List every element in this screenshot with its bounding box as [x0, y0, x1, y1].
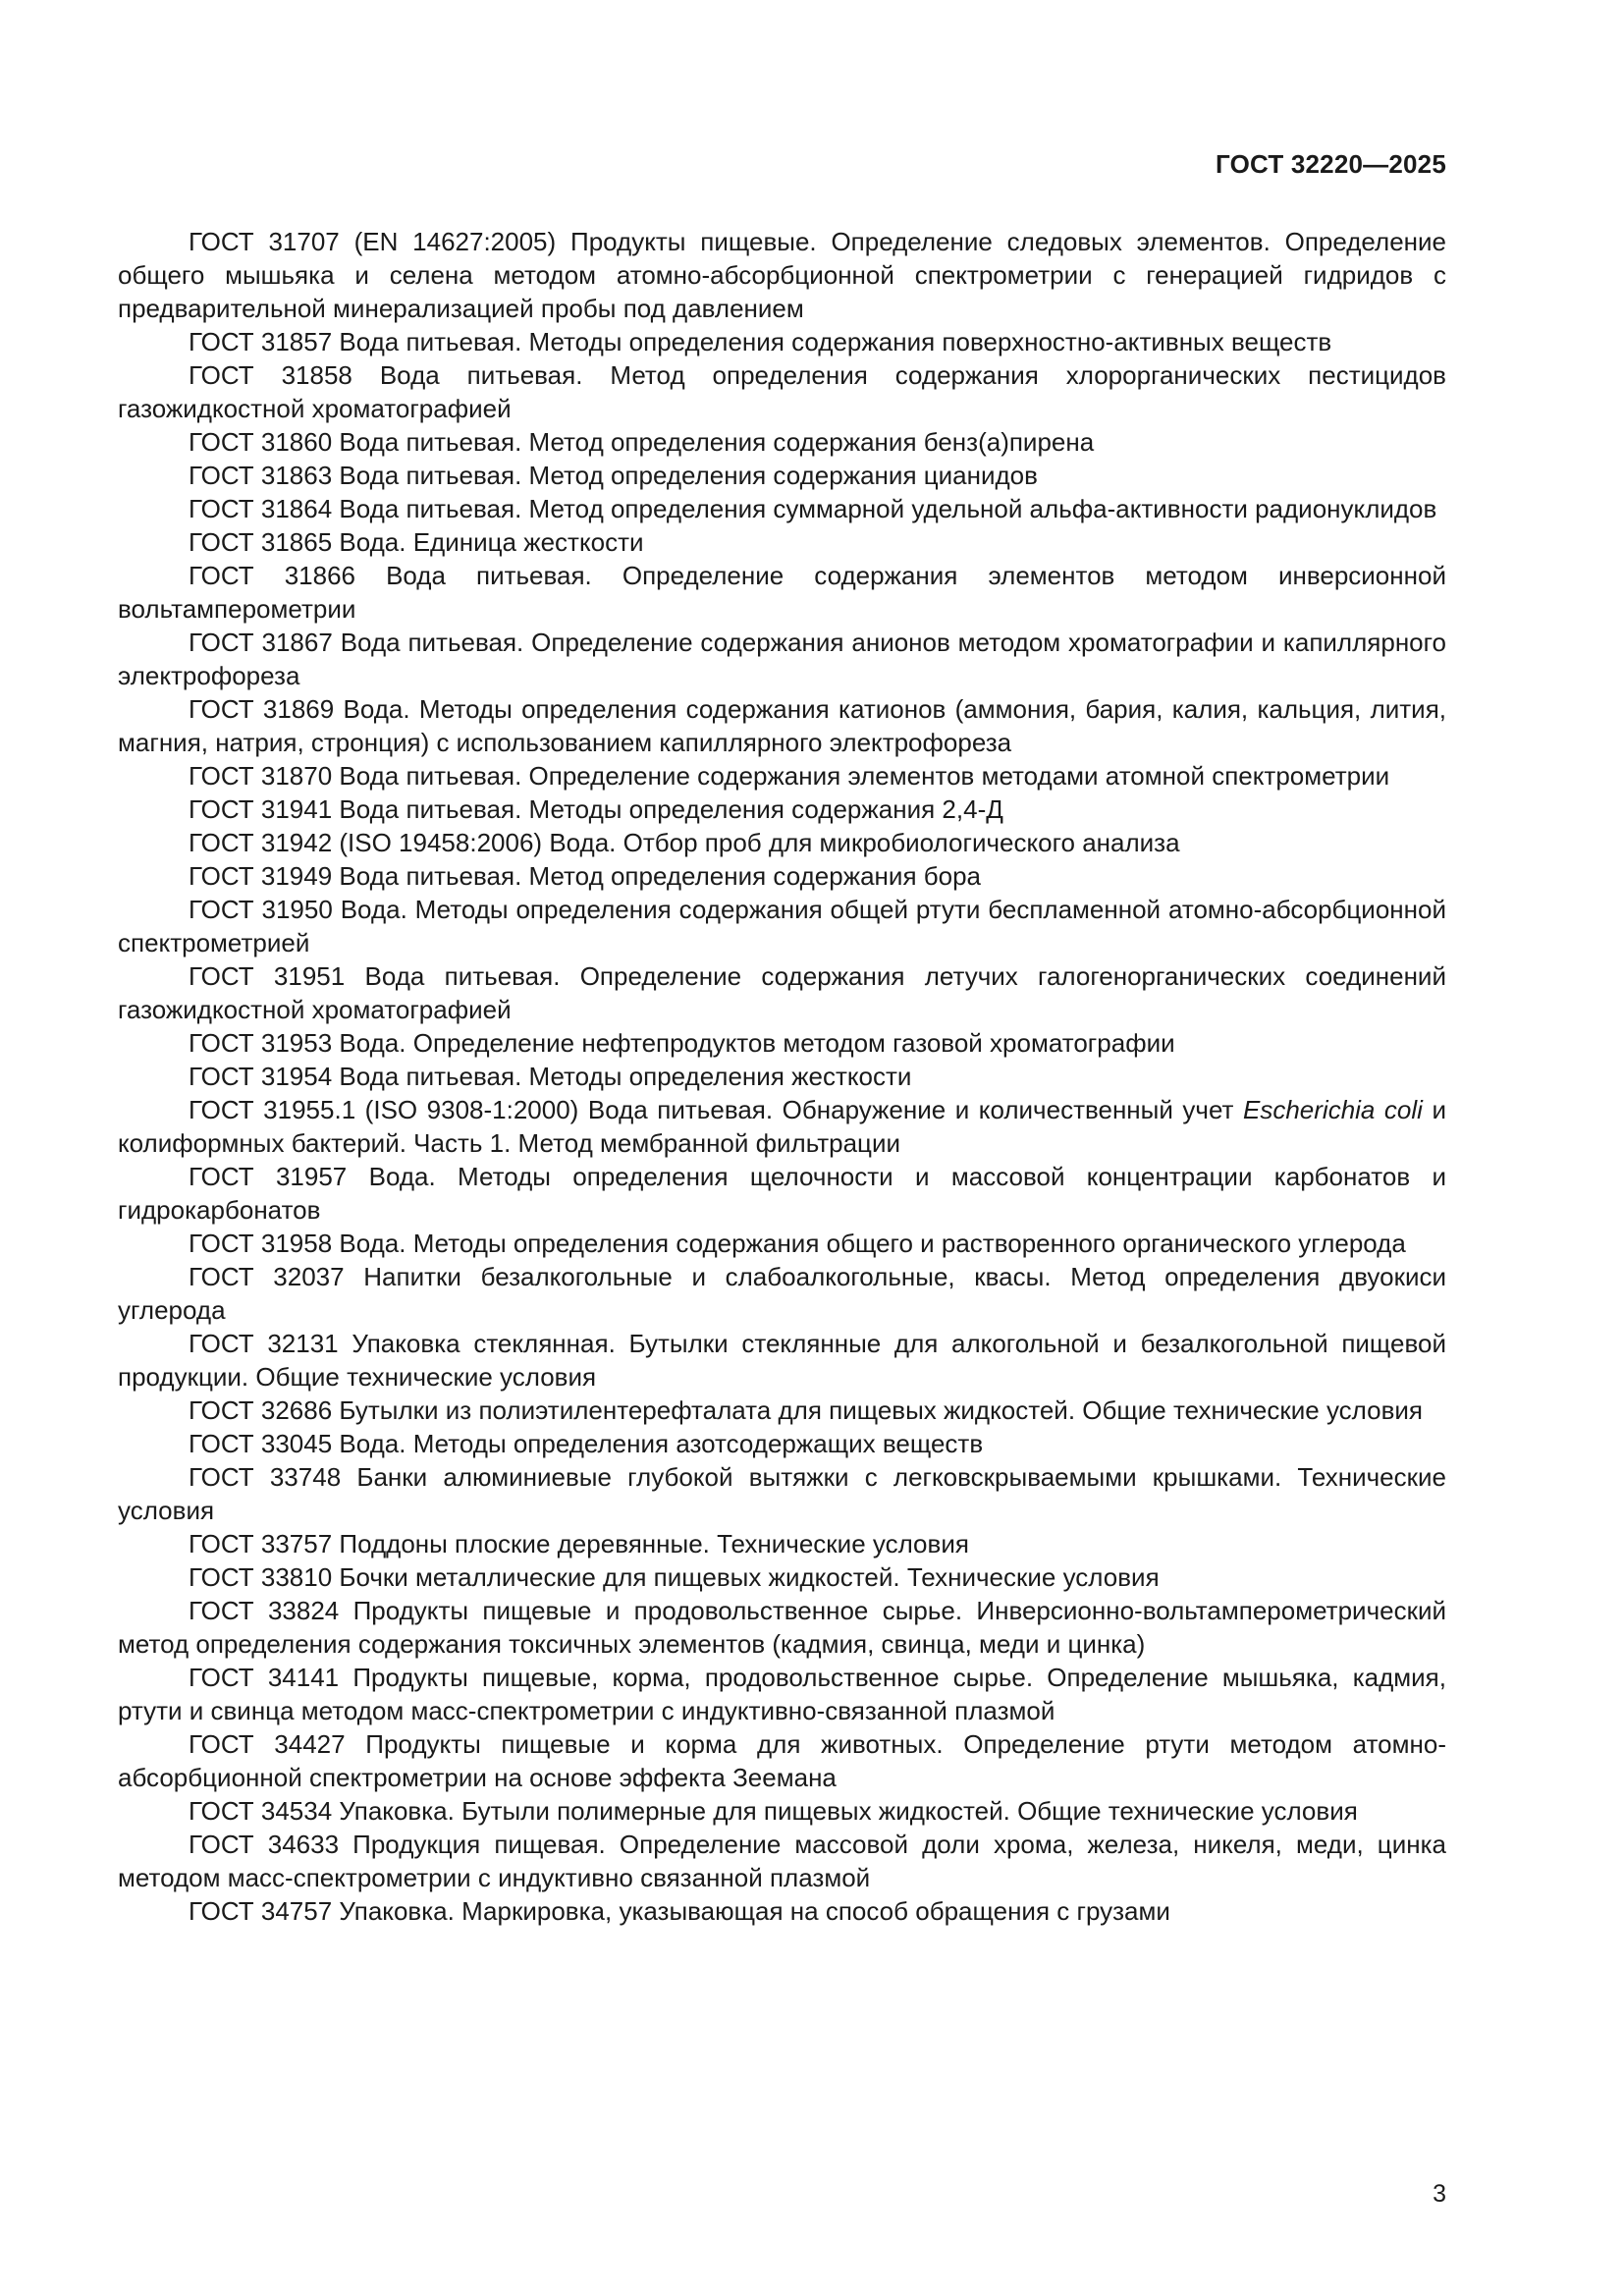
reference-title: Бочки металлические для пищевых жидкостей. Технические условия: [339, 1562, 1160, 1592]
document-header: [1216, 149, 1446, 180]
reference-item: [118, 859, 1446, 893]
reference-number: ГОСТ 31951: [189, 961, 346, 991]
reference-number: ГОСТ 31864: [189, 494, 333, 523]
reference-number: ГОСТ 33757: [189, 1529, 333, 1558]
reference-title: Вода питьевая. Метод определения содержания бора: [339, 861, 982, 891]
reference-number: ГОСТ 34757: [189, 1896, 333, 1926]
reference-number: ГОСТ 33824: [189, 1596, 340, 1625]
reference-item: [118, 626, 1446, 692]
reference-number: ГОСТ 34633: [189, 1830, 340, 1859]
reference-number: ГОСТ 31942 (ISO 19458:2006): [189, 828, 543, 857]
reference-title: Вода питьевая. Метод определения содержания цианидов: [339, 461, 1038, 490]
reference-title: Упаковка стеклянная. Бутылки стеклянные для алкогольной и безалкогольной пищевой продукции. Общие технические условия: [118, 1329, 1447, 1392]
reference-item: [118, 1060, 1446, 1093]
page-number: [1433, 2180, 1446, 2209]
reference-number: ГОСТ 33045: [189, 1429, 333, 1458]
reference-item: [118, 893, 1446, 959]
reference-number: ГОСТ 31707 (EN 14627:2005): [189, 227, 557, 256]
reference-title: Вода питьевая. Определение содержания элементов методом инверсионной вольтамперометрии: [118, 561, 1446, 624]
reference-title: Вода. Методы определения азотсодержащих веществ: [339, 1429, 984, 1458]
reference-item: [118, 959, 1446, 1026]
reference-item: [118, 1794, 1446, 1828]
reference-number: ГОСТ 31954: [189, 1062, 333, 1091]
reference-item: [118, 525, 1446, 559]
reference-title: Бутылки из полиэтилентерефталата для пищевых жидкостей. Общие технические условия: [339, 1395, 1424, 1425]
reference-title: Вода питьевая. Методы определения содержания поверхностно-активных веществ: [339, 327, 1332, 356]
reference-number: ГОСТ 33810: [189, 1562, 333, 1592]
reference-title: Вода. Отбор проб для микробиологического анализа: [549, 828, 1180, 857]
reference-item: [118, 1327, 1446, 1394]
reference-item: [118, 1560, 1446, 1594]
reference-title: Продукция пищевая. Определение массовой доли хрома, железа, никеля, меди, цинка методом масс-спектрометрии с индуктивно связанной плазмой: [118, 1830, 1446, 1892]
reference-number: ГОСТ 33748: [189, 1462, 342, 1492]
reference-title: Упаковка. Бутыли полимерные для пищевых жидкостей. Общие технические условия: [339, 1796, 1358, 1826]
reference-title: Продукты пищевые и корма для животных. Определение ртути методом атомно-абсорбционной спектрометрии на основе эффекта Зеемана: [118, 1729, 1446, 1792]
reference-item: [118, 1460, 1446, 1527]
reference-number: ГОСТ 31865: [189, 527, 333, 557]
reference-title: Банки алюминиевые глубокой вытяжки с легковскрываемыми крышками. Технические условия: [118, 1462, 1446, 1525]
reference-title: Продукты пищевые, корма, продовольственное сырье. Определение мышьяка, кадмия, ртути и свинца методом масс-спектрометрии с индуктивно-связанной плазмой: [118, 1663, 1446, 1725]
normative-references-list: [118, 225, 1446, 1928]
reference-title: Вода. Методы определения содержания катионов (аммония, бария, калия, кальция, лития, магния, натрия, стронция) с использованием капиллярного электрофореза: [118, 694, 1446, 757]
reference-item: [118, 425, 1446, 459]
reference-number: ГОСТ 31941: [189, 794, 333, 824]
reference-title: Вода питьевая. Определение содержания анионов методом хроматографии и капиллярного электрофореза: [118, 628, 1447, 690]
reference-item: [118, 692, 1446, 759]
reference-title: Вода питьевая. Метод определения содержания бенз(а)пирена: [339, 427, 1095, 457]
reference-title: Вода. Методы определения содержания общей ртути беспламенной атомно-абсорбционной спектрометрией: [118, 895, 1446, 957]
reference-item: [118, 1093, 1446, 1160]
reference-item: [118, 1160, 1446, 1227]
reference-title: Вода. Единица жесткости: [339, 527, 644, 557]
reference-title: Вода питьевая. Методы определения содержания 2,4-Д: [339, 794, 1003, 824]
reference-title: Вода питьевая. Определение содержания элементов методами атомной спектрометрии: [339, 761, 1390, 791]
reference-number: ГОСТ 31867: [189, 628, 333, 657]
reference-item: [118, 1227, 1446, 1260]
reference-title: Вода. Определение нефтепродуктов методом газовой хроматографии: [339, 1028, 1175, 1058]
reference-title: Вода питьевая. Определение содержания летучих галогенорганических соединений газожидкостной хроматографией: [118, 961, 1446, 1024]
reference-title: Продукты пищевые и продовольственное сырье. Инверсионно-вольтамперометрический метод определения содержания токсичных элементов (кадмия, свинца, меди и цинка): [118, 1596, 1446, 1659]
reference-item: [118, 358, 1446, 425]
reference-item: [118, 793, 1446, 826]
reference-item: [118, 1894, 1446, 1928]
reference-item: [118, 759, 1446, 793]
reference-number: ГОСТ 31858: [189, 360, 352, 390]
reference-item: [118, 1727, 1446, 1794]
reference-item: [118, 225, 1446, 325]
reference-title: Вода. Методы определения содержания общего и растворенного органического углерода: [339, 1229, 1406, 1258]
reference-number: ГОСТ 31863: [189, 461, 333, 490]
reference-item: [118, 325, 1446, 358]
reference-item: [118, 1594, 1446, 1661]
reference-title: Продукты пищевые. Определение следовых элементов. Определение общего мышьяка и селена методом атомно-абсорбционной спектрометрии с генерацией гидридов с предварительной минерализацией пробы под давлением: [118, 227, 1447, 323]
reference-title: Вода питьевая. Метод определения суммарной удельной альфа-активности радионуклидов: [339, 494, 1437, 523]
document-id: ГОСТ 32220—2025: [1216, 149, 1446, 179]
reference-number: ГОСТ 31957: [189, 1162, 348, 1191]
reference-number: ГОСТ 31958: [189, 1229, 333, 1258]
reference-title: Вода питьевая. Метод определения содержания хлорорганических пестицидов газожидкостной хроматографией: [118, 360, 1446, 423]
reference-title: Упаковка. Маркировка, указывающая на способ обращения с грузами: [339, 1896, 1170, 1926]
reference-item: [118, 1260, 1446, 1327]
reference-item: [118, 1394, 1446, 1427]
reference-item: [118, 559, 1446, 626]
reference-number: ГОСТ 31949: [189, 861, 333, 891]
reference-number: ГОСТ 32686: [189, 1395, 333, 1425]
reference-title-part: Вода питьевая. Обнаружение и количественный учет: [587, 1095, 1243, 1124]
reference-number: ГОСТ 31950: [189, 895, 333, 924]
reference-number: ГОСТ 34141: [189, 1663, 340, 1692]
reference-number: ГОСТ 32037: [189, 1262, 345, 1291]
reference-title: Напитки безалкогольные и слабоалкогольные, квасы. Метод определения двуокиси углерода: [118, 1262, 1446, 1325]
reference-number: ГОСТ 34427: [189, 1729, 346, 1759]
reference-item: [118, 1661, 1446, 1727]
reference-number: ГОСТ 31955.1 (ISO 9308-1:2000): [189, 1095, 579, 1124]
reference-item: [118, 492, 1446, 525]
reference-item: [118, 1527, 1446, 1560]
reference-number: ГОСТ 31869: [189, 694, 335, 724]
reference-item: [118, 459, 1446, 492]
page-number-value: 3: [1433, 2180, 1446, 2208]
reference-number: ГОСТ 34534: [189, 1796, 333, 1826]
reference-number: ГОСТ 31953: [189, 1028, 333, 1058]
reference-title: Поддоны плоские деревянные. Технические условия: [339, 1529, 969, 1558]
reference-number: ГОСТ 31866: [189, 561, 355, 590]
reference-number: ГОСТ 31860: [189, 427, 333, 457]
reference-item: [118, 826, 1446, 859]
reference-title: Вода. Методы определения щелочности и массовой концентрации карбонатов и гидрокарбонатов: [118, 1162, 1446, 1225]
reference-title: Вода питьевая. Методы определения жесткости: [339, 1062, 912, 1091]
reference-item: [118, 1026, 1446, 1060]
reference-item: [118, 1828, 1446, 1894]
reference-number: ГОСТ 31870: [189, 761, 333, 791]
reference-number: ГОСТ 32131: [189, 1329, 339, 1358]
reference-title-part: и колиформных бактерий. Часть 1. Метод мембранной фильтрации: [118, 1095, 1446, 1158]
reference-number: ГОСТ 31857: [189, 327, 333, 356]
reference-item: [118, 1427, 1446, 1460]
reference-title-species: Escherichia coli: [1243, 1095, 1423, 1124]
